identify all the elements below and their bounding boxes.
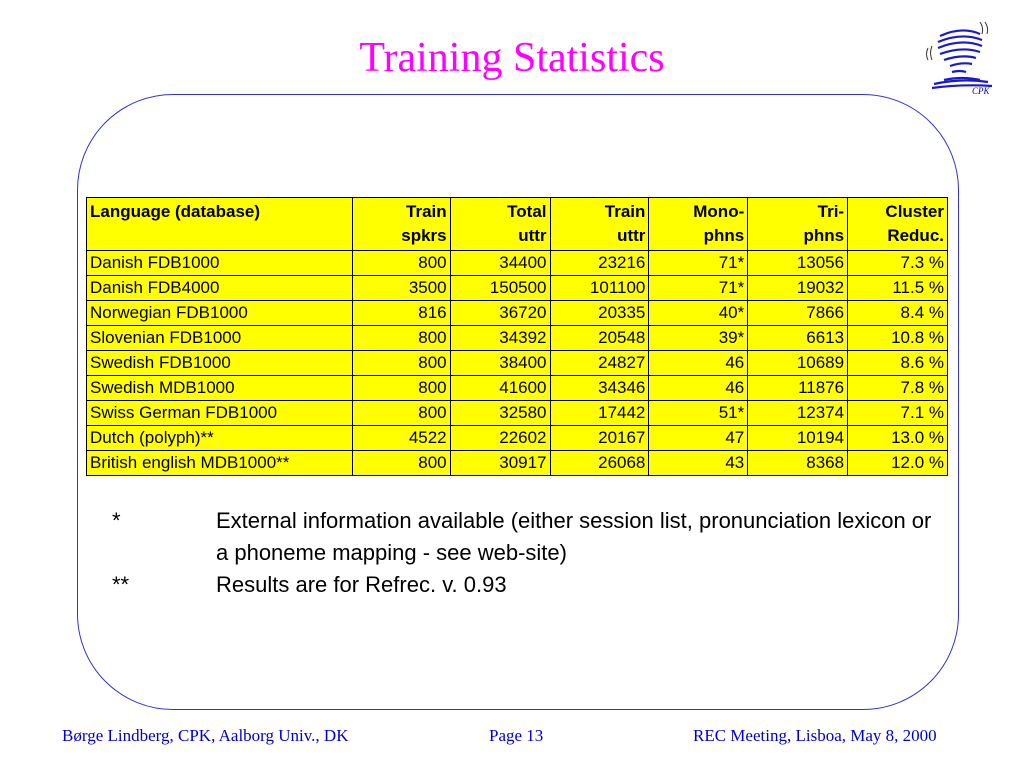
value-cell: 19032 (748, 276, 848, 301)
value-cell: 13.0 % (848, 426, 948, 451)
value-cell: 10689 (748, 351, 848, 376)
language-cell: Swiss German FDB1000 (87, 401, 353, 426)
value-cell: 20335 (550, 301, 649, 326)
slide-title: Training Statistics (359, 35, 665, 81)
value-cell: 40* (649, 301, 748, 326)
value-cell: 8368 (748, 451, 848, 476)
value-cell: 4522 (352, 426, 450, 451)
table-row (87, 276, 948, 301)
footnote-text: External information available (either session list, pronunciation lexicon or a phoneme mapping - see web-site) (216, 508, 932, 565)
value-cell: 20167 (550, 426, 649, 451)
value-cell: 51* (649, 401, 748, 426)
footnote (112, 569, 936, 601)
language-cell: Swedish FDB1000 (87, 351, 353, 376)
header-train-uttr: Train uttr (550, 198, 649, 251)
table-row (87, 426, 948, 451)
value-cell: 41600 (450, 376, 550, 401)
footnotes (112, 505, 936, 601)
value-cell: 11876 (748, 376, 848, 401)
header-total-uttr: Total uttr (450, 198, 550, 251)
value-cell: 39* (649, 326, 748, 351)
value-cell: 11.5 % (848, 276, 948, 301)
footer-event: REC Meeting, Lisboa, May 8, 2000 (693, 726, 937, 745)
value-cell: 23216 (550, 251, 649, 276)
value-cell: 46 (649, 351, 748, 376)
language-cell: Dutch (polyph)** (87, 426, 353, 451)
value-cell: 12.0 % (848, 451, 948, 476)
footer-page-number: Page 13 (489, 726, 544, 745)
value-cell: 47 (649, 426, 748, 451)
header-cluster-reduc: Cluster Reduc. (848, 198, 948, 251)
footnote-mark: * (112, 508, 121, 533)
value-cell: 816 (352, 301, 450, 326)
table-row (87, 351, 948, 376)
value-cell: 7.3 % (848, 251, 948, 276)
table-body (87, 251, 948, 476)
footer-author: Børge Lindberg, CPK, Aalborg Univ., DK (62, 726, 349, 745)
value-cell: 34346 (550, 376, 649, 401)
value-cell: 800 (352, 376, 450, 401)
value-cell: 7866 (748, 301, 848, 326)
value-cell: 101100 (550, 276, 649, 301)
value-cell: 10194 (748, 426, 848, 451)
value-cell: 800 (352, 451, 450, 476)
value-cell: 13056 (748, 251, 848, 276)
value-cell: 26068 (550, 451, 649, 476)
table-row (87, 376, 948, 401)
value-cell: 3500 (352, 276, 450, 301)
value-cell: 22602 (450, 426, 550, 451)
value-cell: 8.6 % (848, 351, 948, 376)
value-cell: 71* (649, 276, 748, 301)
value-cell: 7.8 % (848, 376, 948, 401)
table-row (87, 251, 948, 276)
value-cell: 24827 (550, 351, 649, 376)
value-cell: 32580 (450, 401, 550, 426)
value-cell: 800 (352, 326, 450, 351)
footnote-mark: ** (112, 572, 130, 597)
value-cell: 46 (649, 376, 748, 401)
footnote-text: Results are for Refrec. v. 0.93 (216, 572, 507, 597)
language-cell: Slovenian FDB1000 (87, 326, 353, 351)
value-cell: 34400 (450, 251, 550, 276)
value-cell: 7.1 % (848, 401, 948, 426)
table-row (87, 326, 948, 351)
value-cell: 12374 (748, 401, 848, 426)
value-cell: 36720 (450, 301, 550, 326)
value-cell: 800 (352, 351, 450, 376)
table-row (87, 451, 948, 476)
value-cell: 71* (649, 251, 748, 276)
value-cell: 10.8 % (848, 326, 948, 351)
value-cell: 150500 (450, 276, 550, 301)
table-header-row (87, 198, 948, 251)
table-row (87, 301, 948, 326)
header-tri-phns: Tri- phns (748, 198, 848, 251)
value-cell: 34392 (450, 326, 550, 351)
footnote (112, 505, 936, 569)
value-cell: 20548 (550, 326, 649, 351)
header-train-spkrs: Train spkrs (352, 198, 450, 251)
language-cell: Danish FDB1000 (87, 251, 353, 276)
language-cell: British english MDB1000** (87, 451, 353, 476)
header-language: Language (database) (87, 198, 353, 251)
value-cell: 38400 (450, 351, 550, 376)
language-cell: Danish FDB4000 (87, 276, 353, 301)
value-cell: 17442 (550, 401, 649, 426)
value-cell: 30917 (450, 451, 550, 476)
value-cell: 43 (649, 451, 748, 476)
value-cell: 800 (352, 401, 450, 426)
training-statistics-table (86, 197, 948, 476)
value-cell: 6613 (748, 326, 848, 351)
header-mono-phns: Mono- phns (649, 198, 748, 251)
cpk-logo-label: CPK (972, 86, 990, 96)
value-cell: 800 (352, 251, 450, 276)
value-cell: 8.4 % (848, 301, 948, 326)
table-row (87, 401, 948, 426)
language-cell: Norwegian FDB1000 (87, 301, 353, 326)
language-cell: Swedish MDB1000 (87, 376, 353, 401)
